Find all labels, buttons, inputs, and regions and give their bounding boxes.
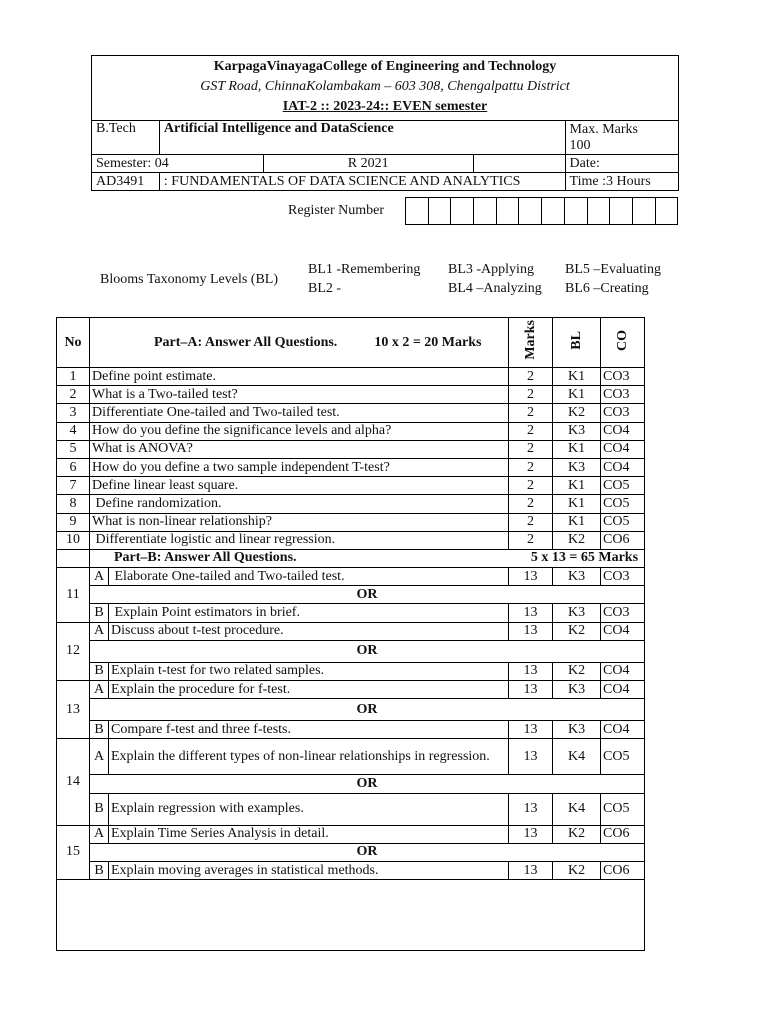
- q-bl: K2: [553, 861, 601, 879]
- q-co: CO5: [601, 495, 645, 513]
- date-label: Date:: [565, 155, 678, 173]
- blooms-label: Blooms Taxonomy Levels (BL): [100, 272, 279, 287]
- q-co: CO6: [601, 825, 645, 843]
- q-co: CO4: [601, 662, 645, 680]
- or-label: OR: [90, 775, 645, 793]
- q-co: CO3: [601, 368, 645, 386]
- register-digit-box[interactable]: [656, 197, 679, 225]
- col-no-header: No: [57, 318, 90, 368]
- part-b-header-row: [57, 549, 645, 567]
- q-no: 13: [57, 681, 90, 739]
- q-text: Explain moving averages in statistical methods.: [109, 861, 509, 879]
- part-b-row-b: [57, 721, 645, 739]
- q-marks: 2: [509, 422, 553, 440]
- q-marks: 2: [509, 404, 553, 422]
- bl5: BL5 –Evaluating: [565, 262, 662, 277]
- q-marks: 2: [509, 477, 553, 495]
- semester: Semester: 04: [92, 155, 264, 173]
- col-bl-header: [553, 318, 601, 368]
- part-b-row-b: [57, 604, 645, 622]
- register-digit-box[interactable]: [451, 197, 474, 225]
- blank-cell: [57, 549, 90, 567]
- bl3: BL3 -Applying: [448, 262, 534, 277]
- register-number-row: [284, 197, 678, 225]
- q-bl: K3: [553, 422, 601, 440]
- or-label: OR: [90, 699, 645, 721]
- q-no: 9: [57, 513, 90, 531]
- register-digit-box[interactable]: [588, 197, 611, 225]
- q-no: 14: [57, 739, 90, 825]
- q-text: What is a Two-tailed test?: [90, 386, 509, 404]
- q-bl: K2: [553, 825, 601, 843]
- q-co: CO4: [601, 422, 645, 440]
- or-label: OR: [90, 586, 645, 604]
- college-address: GST Road, ChinnaKolambakam – 603 308, Chengalpattu District: [200, 79, 570, 94]
- part-a-row: [57, 458, 645, 476]
- q-text: What is ANOVA?: [90, 440, 509, 458]
- q-text: Elaborate One-tailed and Two-tailed test.: [109, 568, 509, 586]
- q-no: 3: [57, 404, 90, 422]
- bl6: BL6 –Creating: [565, 281, 649, 296]
- q-option-label: B: [90, 861, 109, 879]
- course-title: : FUNDAMENTALS OF DATA SCIENCE AND ANALYTICS: [159, 173, 565, 191]
- col-co-label: CO: [614, 329, 630, 351]
- q-co: CO3: [601, 386, 645, 404]
- q-text: Explain Time Series Analysis in detail.: [109, 825, 509, 843]
- register-digit-box[interactable]: [474, 197, 497, 225]
- part-a-row: [57, 386, 645, 404]
- q-marks: 13: [509, 861, 553, 879]
- part-b-row-a: [57, 825, 645, 843]
- college-name: KarpagaVinayagaCollege of Engineering and Technology: [213, 59, 557, 74]
- part-b-row-b: [57, 793, 645, 825]
- q-bl: K1: [553, 495, 601, 513]
- q-marks: 13: [509, 825, 553, 843]
- questions-table: [56, 317, 645, 951]
- q-marks: 13: [509, 604, 553, 622]
- register-digit-box[interactable]: [633, 197, 656, 225]
- or-row: [57, 586, 645, 604]
- q-co: CO4: [601, 721, 645, 739]
- register-digit-box[interactable]: [429, 197, 452, 225]
- q-co: CO6: [601, 531, 645, 549]
- q-option-label: A: [90, 825, 109, 843]
- q-option-label: A: [90, 622, 109, 640]
- part-b-row-b: [57, 861, 645, 879]
- part-b-row-a: [57, 622, 645, 640]
- q-bl: K2: [553, 404, 601, 422]
- q-bl: K1: [553, 368, 601, 386]
- part-b-title: Part–B: Answer All Questions.: [90, 549, 509, 567]
- q-text: Explain Point estimators in brief.: [109, 604, 509, 622]
- register-digit-box[interactable]: [565, 197, 588, 225]
- part-a-title: Part–A: Answer All Questions.: [154, 334, 338, 350]
- q-bl: K1: [553, 386, 601, 404]
- col-co-header: [601, 318, 645, 368]
- q-no: 10: [57, 531, 90, 549]
- q-text: Explain the procedure for f-test.: [109, 681, 509, 699]
- q-co: CO4: [601, 458, 645, 476]
- bl1: BL1 -Remembering: [308, 262, 421, 277]
- q-text: Define point estimate.: [90, 368, 509, 386]
- q-text: Discuss about t-test procedure.: [109, 622, 509, 640]
- part-b-row-a: [57, 739, 645, 775]
- q-text: How do you define a two sample independent T-test?: [90, 458, 509, 476]
- or-label: OR: [90, 640, 645, 662]
- q-no: 12: [57, 622, 90, 680]
- register-number-boxes: [405, 197, 678, 225]
- col-marks-label: Marks: [522, 320, 538, 360]
- q-no: 8: [57, 495, 90, 513]
- q-bl: K2: [553, 531, 601, 549]
- q-no: 6: [57, 458, 90, 476]
- q-bl: K4: [553, 793, 601, 825]
- part-a-row: [57, 513, 645, 531]
- q-bl: K1: [553, 440, 601, 458]
- q-co: CO5: [601, 793, 645, 825]
- part-b-marks-scheme: 5 x 13 = 65 Marks: [509, 549, 645, 567]
- part-a-row: [57, 404, 645, 422]
- bl4: BL4 –Analyzing: [448, 281, 542, 296]
- q-marks: 13: [509, 739, 553, 775]
- q-co: CO3: [601, 568, 645, 586]
- q-bl: K3: [553, 458, 601, 476]
- register-digit-box[interactable]: [542, 197, 565, 225]
- q-marks: 2: [509, 513, 553, 531]
- q-marks: 2: [509, 368, 553, 386]
- q-marks: 13: [509, 721, 553, 739]
- q-no: 1: [57, 368, 90, 386]
- q-bl: K2: [553, 622, 601, 640]
- q-co: CO4: [601, 440, 645, 458]
- q-option-label: B: [90, 662, 109, 680]
- register-digit-box[interactable]: [519, 197, 542, 225]
- part-a-row: [57, 440, 645, 458]
- q-option-label: B: [90, 793, 109, 825]
- or-row: [57, 775, 645, 793]
- register-digit-box[interactable]: [610, 197, 633, 225]
- q-text: Compare f-test and three f-tests.: [109, 721, 509, 739]
- q-marks: 2: [509, 531, 553, 549]
- q-bl: K2: [553, 662, 601, 680]
- q-option-label: A: [90, 739, 109, 775]
- part-a-title-cell: [90, 318, 509, 368]
- part-b-row-a: [57, 568, 645, 586]
- q-bl: K1: [553, 477, 601, 495]
- q-bl: K4: [553, 739, 601, 775]
- part-a-row: [57, 477, 645, 495]
- part-a-row: [57, 422, 645, 440]
- col-marks-header: [509, 318, 553, 368]
- max-marks-label: Max. Marks: [569, 122, 638, 137]
- q-co: CO5: [601, 477, 645, 495]
- q-co: CO5: [601, 513, 645, 531]
- q-marks: 2: [509, 440, 553, 458]
- register-digit-box[interactable]: [406, 197, 429, 225]
- part-a-row: [57, 368, 645, 386]
- max-marks-cell: [565, 121, 678, 155]
- part-a-row: [57, 531, 645, 549]
- q-marks: 13: [509, 681, 553, 699]
- course-code: AD3491: [92, 173, 160, 191]
- or-row: [57, 699, 645, 721]
- register-digit-box[interactable]: [497, 197, 520, 225]
- or-label: OR: [90, 843, 645, 861]
- q-text: Explain regression with examples.: [109, 793, 509, 825]
- q-marks: 2: [509, 458, 553, 476]
- q-co: CO5: [601, 739, 645, 775]
- q-co: CO6: [601, 861, 645, 879]
- col-bl-label: BL: [568, 330, 584, 350]
- part-a-row: [57, 495, 645, 513]
- q-text: Explain the different types of non-linear relationships in regression.: [109, 739, 509, 775]
- part-a-header-row: [57, 318, 645, 368]
- q-text: Define randomization.: [90, 495, 509, 513]
- part-a-marks-scheme: 10 x 2 = 20 Marks: [374, 334, 482, 350]
- header-title-cell: [92, 56, 679, 121]
- q-no: 2: [57, 386, 90, 404]
- q-text: Define linear least square.: [90, 477, 509, 495]
- q-bl: K3: [553, 681, 601, 699]
- q-text: Explain t-test for two related samples.: [109, 662, 509, 680]
- part-b-row-a: [57, 681, 645, 699]
- q-co: CO3: [601, 604, 645, 622]
- blooms-taxonomy: [100, 260, 680, 300]
- q-bl: K3: [553, 568, 601, 586]
- exam-duration: Time :3 Hours: [565, 173, 678, 191]
- q-marks: 2: [509, 386, 553, 404]
- q-text: Differentiate logistic and linear regression.: [90, 531, 509, 549]
- q-marks: 13: [509, 793, 553, 825]
- q-option-label: A: [90, 681, 109, 699]
- blank-footer-row: [57, 880, 645, 951]
- q-marks: 13: [509, 662, 553, 680]
- q-marks: 2: [509, 495, 553, 513]
- q-co: CO4: [601, 681, 645, 699]
- or-row: [57, 640, 645, 662]
- q-text: Differentiate One-tailed and Two-tailed test.: [90, 404, 509, 422]
- part-b-row-b: [57, 662, 645, 680]
- q-bl: K3: [553, 721, 601, 739]
- regulation: R 2021: [263, 155, 473, 173]
- or-row: [57, 843, 645, 861]
- degree: B.Tech: [92, 121, 160, 155]
- q-no: 7: [57, 477, 90, 495]
- exam-header-table: [91, 55, 679, 191]
- q-option-label: B: [90, 721, 109, 739]
- exam-title: IAT-2 :: 2023-24:: EVEN semester: [282, 99, 488, 114]
- bl2: BL2 -: [308, 281, 342, 296]
- q-text: What is non-linear relationship?: [90, 513, 509, 531]
- q-marks: 13: [509, 622, 553, 640]
- department: Artificial Intelligence and DataScience: [159, 121, 565, 155]
- q-no: 15: [57, 825, 90, 880]
- q-bl: K1: [553, 513, 601, 531]
- blank-footer-cell: [57, 880, 645, 951]
- q-bl: K3: [553, 604, 601, 622]
- q-option-label: A: [90, 568, 109, 586]
- q-text: How do you define the significance levels and alpha?: [90, 422, 509, 440]
- register-number-label: Register Number: [288, 203, 385, 218]
- q-no: 11: [57, 568, 90, 623]
- max-marks-value: 100: [569, 138, 591, 153]
- q-no: 4: [57, 422, 90, 440]
- q-no: 5: [57, 440, 90, 458]
- q-co: CO3: [601, 404, 645, 422]
- q-co: CO4: [601, 622, 645, 640]
- q-marks: 13: [509, 568, 553, 586]
- blank-cell: [473, 155, 565, 173]
- q-option-label: B: [90, 604, 109, 622]
